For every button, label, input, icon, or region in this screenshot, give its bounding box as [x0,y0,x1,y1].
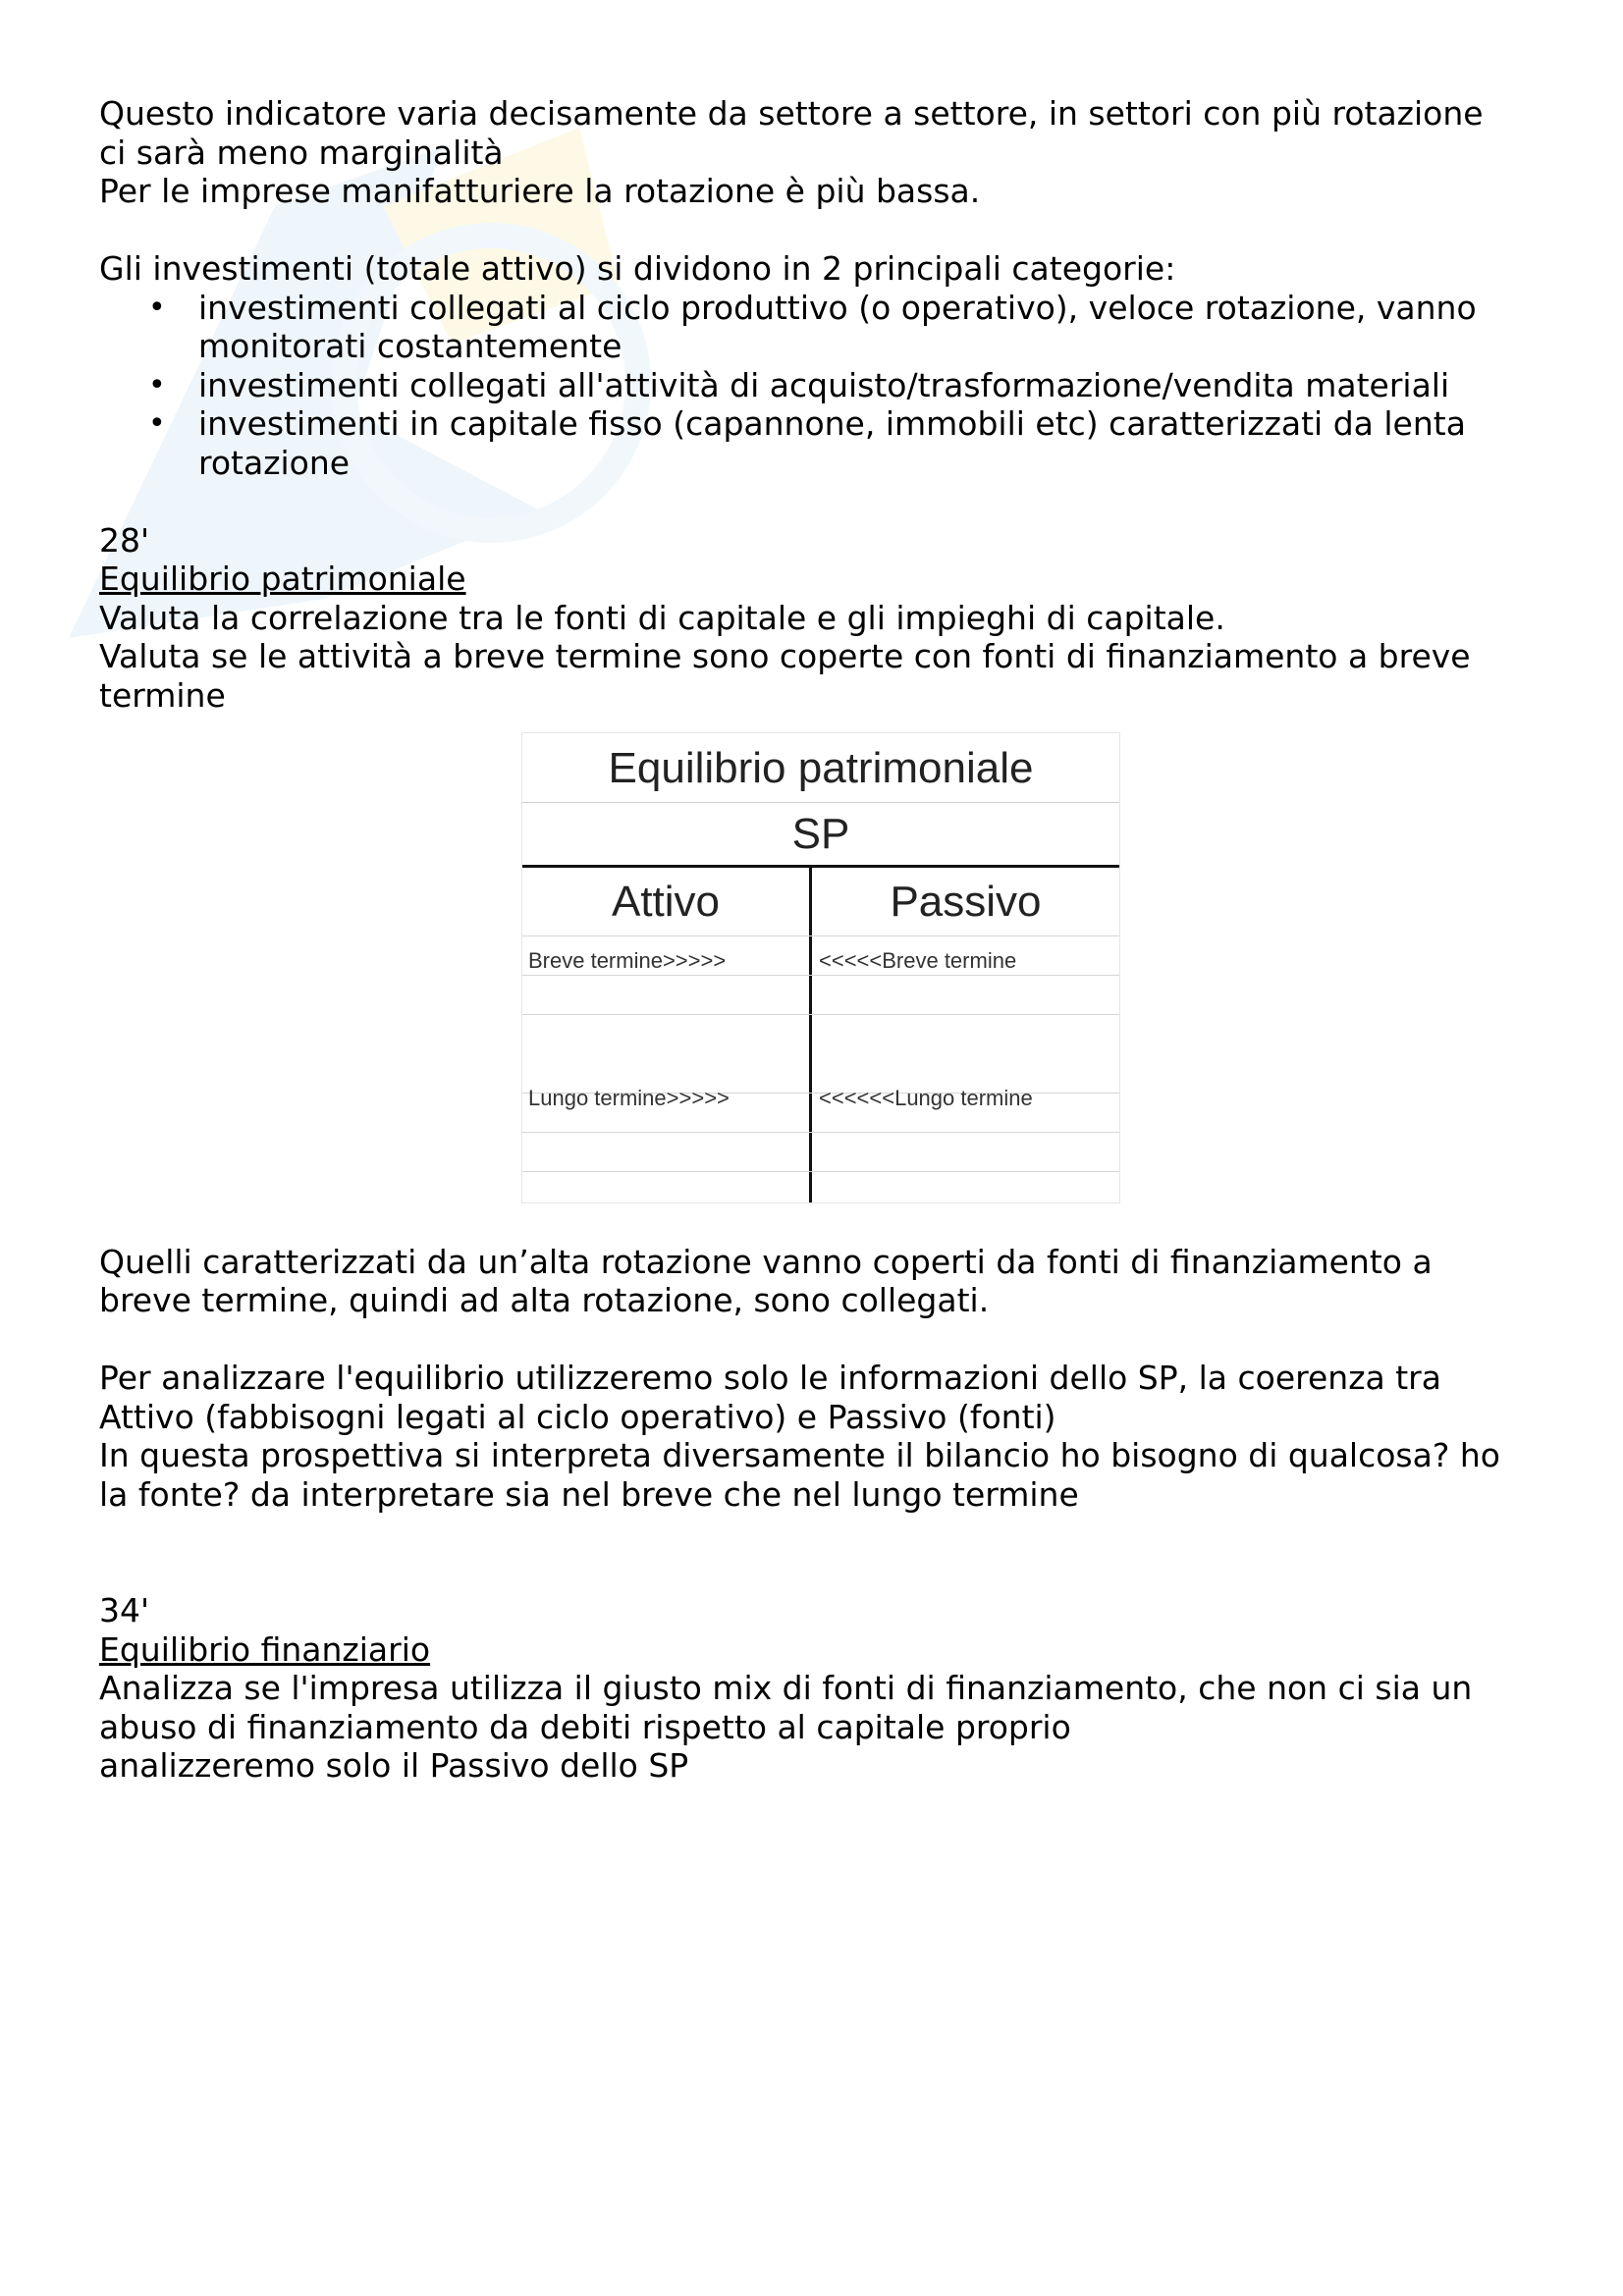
paragraph-line: Valuta se le attività a breve termine sono coperte con fonti di finanziamento a breve [99,637,1471,675]
cell-lungo-attivo: Lungo termine>>>>> [528,1086,730,1110]
grid-line [522,1014,1119,1015]
column-header-passivo: Passivo [890,878,1042,926]
paragraph-line: breve termine, quindi ad alta rotazione, sono collegati. [99,1281,990,1319]
figure-subtitle: SP [791,810,850,858]
cell-lungo-passivo: <<<<<<Lungo termine [819,1086,1033,1110]
document-body [99,94,1533,1786]
paragraph-line: ci sarà meno marginalità [99,133,504,172]
paragraph-line: analizzeremo solo il Passivo dello SP [99,1746,689,1785]
section-heading: Equilibrio finanziario [99,1629,431,1669]
section-heading: Equilibrio patrimoniale [99,560,466,598]
paragraph-line: In questa prospettiva si interpreta diversamente il bilancio ho bisogno di qualcosa? ho [99,1436,1500,1474]
bullet-icon: • [148,290,166,325]
grid-line [522,1171,1119,1172]
column-header-attivo: Attivo [611,878,721,926]
list-item: • investimenti collegati al ciclo produttivo (o operativo), veloce rotazione, vanno monitorati costantemente [148,288,1477,365]
paragraph-line: Per analizzare l'equilibrio utilizzeremo solo le informazioni dello SP, la coerenza tra [99,1359,1441,1397]
balance-sheet-figure [521,732,1120,1203]
bullet-icon: • [148,367,166,402]
list-item: • investimenti collegati all'attività di acquisto/trasformazione/vendita materiali [148,365,1450,404]
investments-list [99,289,1533,483]
paragraph-line: Quelli caratterizzati da un’alta rotazione vanno coperti da fonti di finanziamento a [99,1242,1433,1281]
paragraph-line: abuso di finanziamento da debiti rispetto al capitale proprio [99,1707,1071,1746]
paragraph-line: Per le imprese manifatturiere la rotazione è più bassa. [99,172,981,210]
grid-line [522,1132,1119,1133]
timestamp: 28' [99,520,150,560]
list-item: • investimenti in capitale fisso (capannone, immobili etc) caratterizzati da lenta rotazione [148,404,1466,482]
figure-title: Equilibrio patrimoniale [522,733,1119,803]
cell-breve-attivo: Breve termine>>>>> [528,948,727,973]
cell-breve-passivo: <<<<<Breve termine [819,948,1017,973]
paragraph-line: Questo indicatore varia decisamente da settore a settore, in settori con più rotazione [99,94,1484,133]
paragraph-line: termine [99,675,226,715]
timestamp: 34' [99,1591,150,1629]
bullet-icon: • [148,406,166,441]
paragraph-line: Attivo (fabbisogni legati al ciclo operativo) e Passivo (fonti) [99,1397,1056,1436]
grid-line [522,935,1119,936]
paragraph-line: la fonte? da interpretare sia nel breve che nel lungo termine [99,1474,1079,1514]
figure-divider [522,865,1119,868]
paragraph-line: Analizza se l'impresa utilizza il giusto mix di fonti di finanziamento, che non ci sia un [99,1669,1473,1707]
paragraph-line: Valuta la correlazione tra le fonti di capitale e gli impieghi di capitale. [99,598,1225,637]
investments-intro: Gli investimenti (totale attivo) si dividono in 2 principali categorie: [99,249,1176,288]
